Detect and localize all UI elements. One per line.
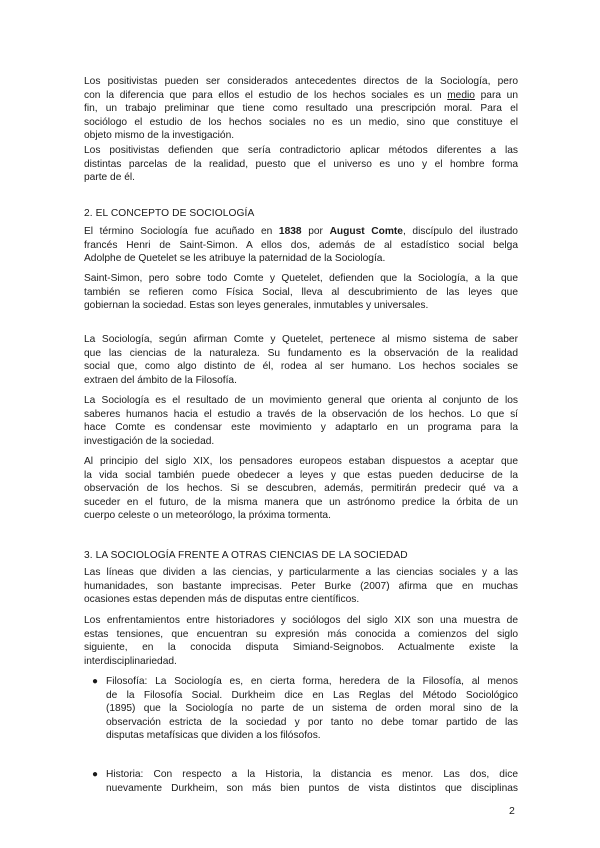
section-heading-2: 2. EL CONCEPTO DE SOCIOLOGÍA xyxy=(84,208,255,219)
text-line: Las líneas que dividen a las ciencias, y particularmente a las ciencias sociales y a las xyxy=(84,567,518,578)
text-line: nuevamente Durkheim, son más bien puntos de vista distintos que disciplinas xyxy=(106,782,518,794)
text-line: humanidades, son bastante imprecisas. Peter Burke (2007) afirma que en muchas xyxy=(84,580,518,592)
paragraph-sociologia-segun xyxy=(84,333,518,387)
paragraph-siglo-xix xyxy=(84,455,518,523)
text-line: cuerpo celeste o un meteorólogo, la próxima tormenta. xyxy=(84,510,331,522)
paragraph-lineas-ciencias xyxy=(84,566,518,607)
text-line: parte de él. xyxy=(84,172,135,184)
text-line: gobiernan la sociedad. Estas son leyes generales, inmutables y universales. xyxy=(84,300,429,312)
text-line: Los positivistas pueden ser considerados antecedentes directos de la Sociología, pero xyxy=(84,76,518,87)
text-line: la vida social también puede obedecer a leyes y que estas pueden deducirse de la xyxy=(84,469,518,481)
text-line: Adolphe de Quetelet se les atribuye la paternidad de la Sociología. xyxy=(84,253,386,265)
text-line: saberes humanos hacia el estudio a través de la observación de los hechos. Lo que sí xyxy=(84,408,518,420)
text-segment: por xyxy=(301,226,330,237)
text-line: siguiente, en la conocida disputa Simiand-Seignobos. Actualmente existe la xyxy=(84,642,518,654)
text-line: extraen del ámbito de la Filosofía. xyxy=(84,374,237,386)
text-segment: con la diferencia que para ellos el estudio de los hechos sociales es un xyxy=(84,89,448,101)
text-line: que las ciencias de la naturaleza. Su fundamento es la observación de la realidad xyxy=(84,347,518,359)
underlined-word-medio: medio xyxy=(447,89,475,101)
bold-year: 1838 xyxy=(278,226,302,237)
paragraph-enfrentamientos xyxy=(84,614,518,668)
section-heading-3: 3. LA SOCIOLOGÍA FRENTE A OTRAS CIENCIAS DE LA SOCIEDAD xyxy=(84,550,408,561)
paragraph-movimiento-general xyxy=(84,394,518,448)
text-segment: , discípulo del ilustrado xyxy=(402,226,518,237)
text-line: disputas metafísicas que dividen a los filósofos. xyxy=(106,730,321,742)
text-line: distintas parcelas de la realidad, puesto que el universo es uno y el hombre forma xyxy=(84,158,518,170)
list-item-text xyxy=(106,675,518,743)
text-line: investigación de la sociedad. xyxy=(84,435,215,447)
text-line: de la Filosofía Social. Durkheim dice en Las Reglas del Método Sociológico xyxy=(106,689,518,701)
list-item-text xyxy=(106,768,518,795)
text-line: francés Henri de Saint-Simon. A ellos dos, además de al estadístico social belga xyxy=(84,239,518,251)
list-item-historia xyxy=(92,768,518,795)
paragraph-positivistas-1 xyxy=(84,75,518,143)
list-item-filosofia xyxy=(92,675,518,743)
bullet-icon: ● xyxy=(92,769,99,780)
text-line: Saint-Simon, pero sobre todo Comte y Quetelet, defienden que la Sociología, a la que xyxy=(84,273,518,284)
text-line xyxy=(84,89,518,103)
bullet-icon: ● xyxy=(92,676,99,687)
paragraph-saint-simon xyxy=(84,272,518,313)
text-line: Historia: Con respecto a la Historia, la distancia es menor. Las dos, dice xyxy=(106,769,518,780)
text-line: Al principio del siglo XIX, los pensadores europeos estaban dispuestos a aceptar que xyxy=(84,456,518,467)
text-line: ocasiones estas dependen más de disputas entre científicos. xyxy=(84,594,360,606)
text-line: observación estricta de la sociedad y por tanto no debe tomar partido de las xyxy=(106,716,518,728)
text-line: social que, como algo distinto de él, rodea al ser humano. Los hechos sociales se xyxy=(84,361,518,373)
page-number: 2 xyxy=(509,805,515,817)
paragraph-termino-sociologia xyxy=(84,225,518,266)
text-segment: para un xyxy=(474,89,519,101)
text-line: hace Comte es condensar este movimiento y adaptarlo en un programa para la xyxy=(84,422,518,434)
paragraph-positivistas-2 xyxy=(84,144,518,185)
text-line: Los enfrentamientos entre historiadores y sociólogos del siglo XIX son una muestra de xyxy=(84,615,518,626)
text-line: Filosofía: La Sociología es, en cierta forma, heredera de la Filosofía, al menos xyxy=(106,676,518,687)
text-line: La Sociología, según afirman Comte y Quetelet, pertenece al mismo sistema de saber xyxy=(84,334,518,345)
text-line: objeto mismo de la investigación. xyxy=(84,130,235,142)
bold-name-comte: August Comte xyxy=(329,226,403,237)
text-line: Los positivistas defienden que sería contradictorio aplicar métodos diferentes a las xyxy=(84,145,518,156)
text-line: también se refieren como Física Social, lleva al descubrimiento de las leyes que xyxy=(84,286,518,298)
text-line: sociólogo el estudio de los hechos sociales no es un medio, sino que constituye el xyxy=(84,116,518,128)
text-line: estas tensiones, que encuentran su expresión más conocida a comienzos del siglo xyxy=(84,628,518,640)
text-line: (1895) que la Sociología no parte de un sistema de orden moral sino de la xyxy=(106,703,518,715)
text-segment: El término Sociología fue acuñado en xyxy=(84,226,279,237)
text-line: observación de los hechos. Si se descubren, además, permitirán predecir qué va a xyxy=(84,483,518,495)
text-line: suceder en el futuro, de la misma manera que un astrónomo predice la órbita de un xyxy=(84,496,518,508)
text-line: fin, un trabajo preliminar que tiene como resultado una prescripción moral. Para el xyxy=(84,103,518,115)
text-line: interdisciplinariedad. xyxy=(84,655,177,667)
text-line: La Sociología es el resultado de un movimiento general que orienta al conjunto de los xyxy=(84,395,518,406)
text-line xyxy=(84,225,518,239)
